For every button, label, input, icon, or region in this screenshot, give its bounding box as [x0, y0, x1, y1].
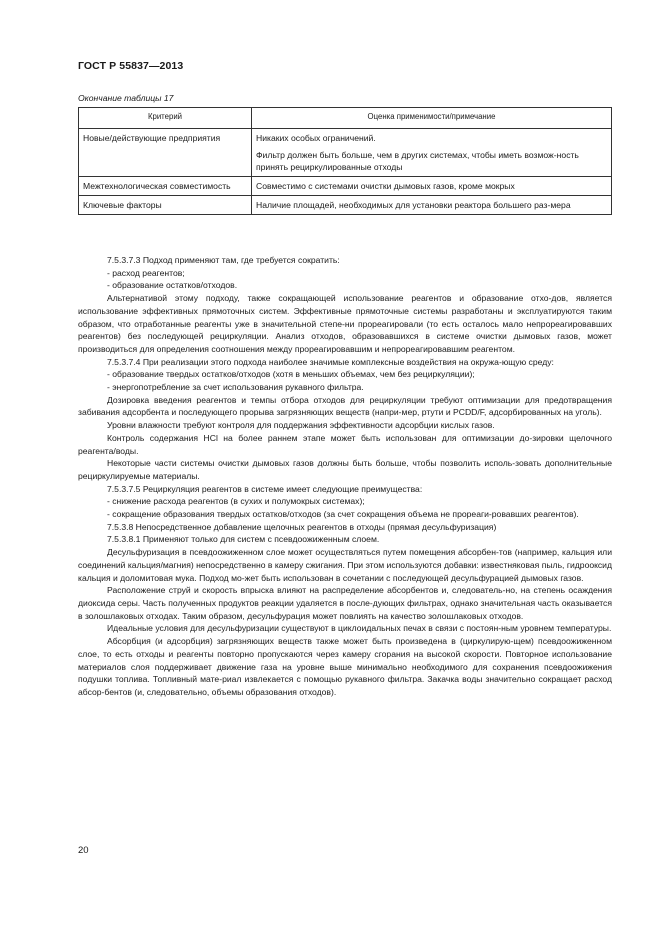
page-number: 20 [78, 845, 89, 856]
assessment-text: Совместимо с системами очистки дымовых газов, кроме мокрых [256, 181, 515, 191]
assessment-cell [252, 177, 612, 196]
criterion-cell: Ключевые факторы [79, 196, 252, 215]
criterion-cell: Межтехнологическая совместимость [79, 177, 252, 196]
list-item: - энергопотребление за счет использования рукавного фильтра. [107, 382, 364, 393]
table-caption: Окончание таблицы 17 [78, 93, 174, 103]
table-header-row [79, 108, 612, 129]
paragraph: Расположение струй и скорость впрыска влияют на распределение абсорбентов и, следователь-но, на степень осаждения диоксида серы. Часть полученных продуктов реакции удаляется в после-дующих фильтрах, однако значительная часть оказывается в золошлаковых отходах. Таким образом, десульфурация может повлиять на качество золошлаковых отходов. [78, 585, 612, 621]
list-item: - снижение расхода реагентов (в сухих и полумокрых системах); [107, 496, 365, 507]
document-header: ГОСТ Р 55837—2013 [78, 60, 184, 72]
column-header-criterion: Критерий [79, 108, 252, 129]
paragraph: 7.5.3.7.5 Рециркуляция реагентов в системе имеет следующие преимущества: [107, 483, 423, 494]
body-text [78, 254, 612, 699]
paragraph: 7.5.3.7.4 При реализации этого подхода наиболее значимые комплексные воздействия на окружа-ющую среду: [107, 356, 554, 367]
table-row [79, 196, 612, 215]
assessment-text: Никаких особых ограничений. [256, 133, 376, 143]
assessment-text: Фильтр должен быть больше, чем в других системах, чтобы иметь возмож-ность принять рециркулированные отходы [256, 150, 579, 172]
section-heading: 7.5.3.8 Непосредственное добавление щелочных реагентов в отходы (прямая десульфуризация) [107, 521, 497, 532]
list-item: - образование остатков/отходов. [107, 280, 238, 291]
list-item: - образование твердых остатков/отходов (хотя в меньших объемах, чем без рециркуляции); [107, 369, 475, 380]
criterion-cell: Новые/действующие предприятия [79, 129, 252, 177]
criteria-table [78, 107, 612, 215]
paragraph: Десульфуризация в псевдоожиженном слое может осуществляться путем помещения абсорбен-тов (например, кальция или соединений кальция/магния) непосредственно в камеру сжигания. При этом используются добавки: известняковая пыль, гидроокcид кальция и доломитовая мука. Подход мо-жет быть использован в сочетании с последующей десульфурацией дымовых газов. [78, 547, 612, 583]
table-row [79, 177, 612, 196]
paragraph: Дозировка введения реагентов и темпы отбора отходов для рециркуляции требуют оптимизации для предотвращения забивания адсорбента и последующего прорыва загрязняющих веществ (напри-мер, ртути и PCDD/F, адсорбированных на уголь). [78, 394, 612, 418]
assessment-cell [252, 196, 612, 215]
assessment-cell [252, 129, 612, 177]
list-item: - сокращение образования твердых остатков/отходов (за счет сокращения объема не прореаги-ровавших реагентов). [107, 509, 579, 520]
paragraph: Альтернативой этому подходу, также сокращающей использование реагентов и образование отхо-дов, является использование эффективных прямоточных систем. Эффективные прямоточные системы разработаны и эксплуатируются таким образом, что отработанные реагенты уже в значительной степе-ни прореагировали (то есть осталось мало непрореагировавших реагентов) без последующей рециркуляции. Анализ отходов, образовавшихся в системе очистки дымовых газов, может производиться для определения соотношения между прореагировавшим и непрореагировавшим реагентом. [78, 293, 612, 354]
paragraph: Абсорбция (и адсорбция) загрязняющих веществ также может быть произведена в (циркулирую-щем) псевдоожиженном слое, то есть отходы и реагенты повторно пропускаются через камеру сгорания на высокой скорости. Повторное использование материалов слоя поддерживает движение газа на уровне выше минимально необходимого для сохранения псевдоожижения подушки топлива. Топливный мате-риал извлекается с помощью рукавного фильтра. Закачка воды значительно сокращает расход абсор-бентов (и, следовательно, объемы образования отходов). [78, 636, 612, 697]
paragraph: Уровни влажности требуют контроля для поддержания эффективности адсорбции кислых газов. [107, 420, 495, 431]
paragraph: Контроль содержания HCl на более раннем этапе может быть использован для оптимизации до-зировки щелочного реагента/воды. [78, 432, 612, 456]
paragraph: Идеальные условия для десульфуризации существуют в циклоидальных печах в связи с постоян-ным уровнем температуры. [107, 623, 612, 634]
assessment-text: Наличие площадей, необходимых для установки реактора большего раз-мера [256, 200, 571, 210]
table-row [79, 129, 612, 177]
column-header-assessment: Оценка применимости/примечание [252, 108, 612, 129]
paragraph: 7.5.3.8.1 Применяют только для систем с псевдоожиженным слоем. [107, 534, 380, 545]
paragraph: 7.5.3.7.3 Подход применяют там, где требуется сократить: [107, 255, 340, 265]
paragraph: Некоторые части системы очистки дымовых газов должны быть больше, чтобы позволить исполь-зовать дополнительные рециркулируемые материалы. [78, 458, 612, 481]
list-item: - расход реагентов; [107, 267, 185, 278]
